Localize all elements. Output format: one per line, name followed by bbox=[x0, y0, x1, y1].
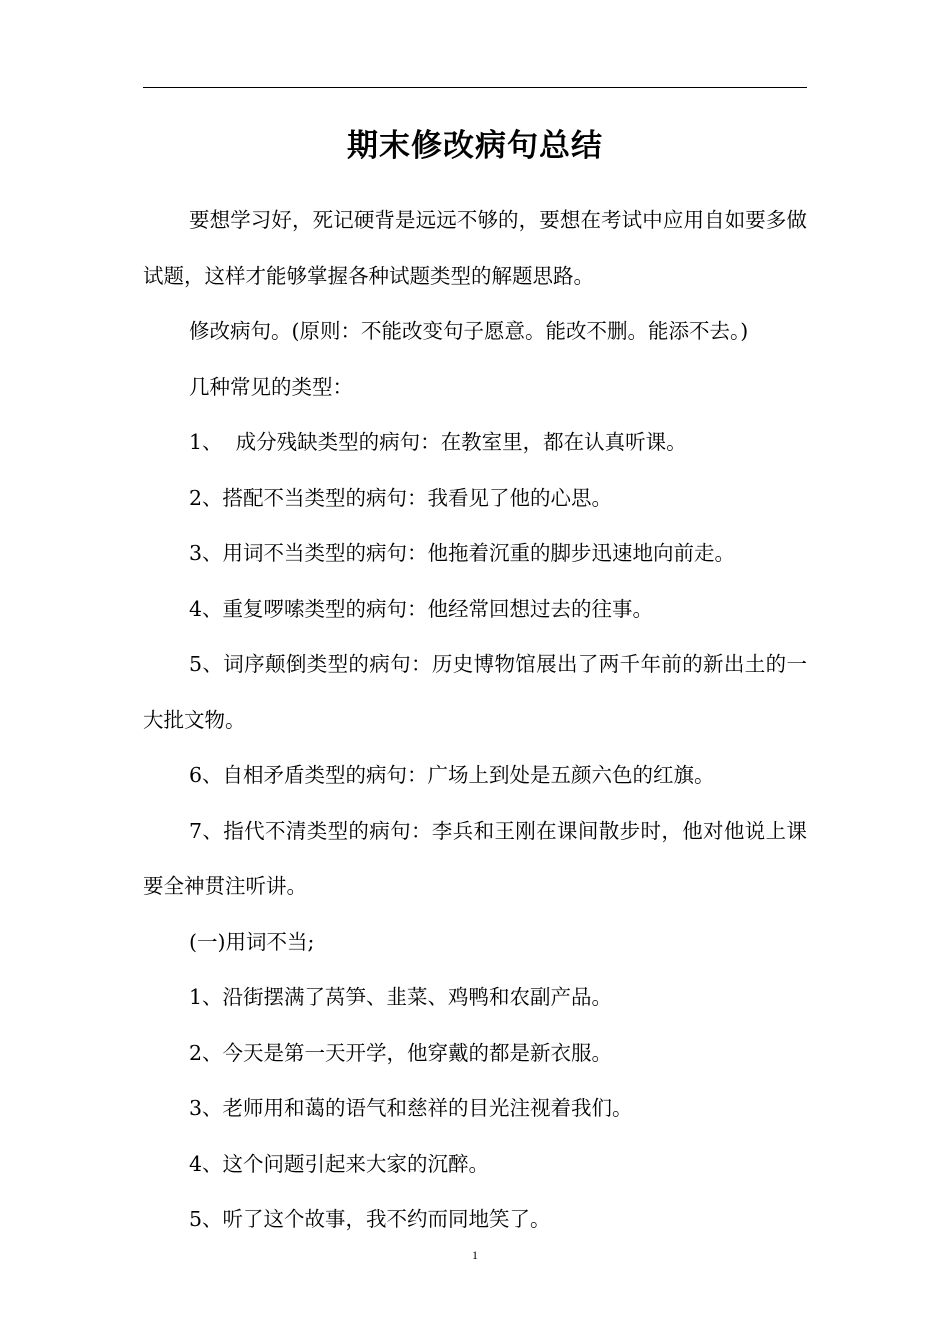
list-item-type-1: 1、 成分残缺类型的病句：在教室里，都在认真听课。 bbox=[189, 430, 687, 454]
paragraph-types-heading: 几种常见的类型： bbox=[189, 374, 353, 399]
section-heading-word-misuse: (一)用词不当; bbox=[189, 929, 315, 954]
list-item-type-7: 7、指代不清类型的病句：李兵和王刚在课间散步时，他对他说上课要全神贯注听讲。 bbox=[143, 818, 807, 898]
list-item-type-4: 4、重复啰嗦类型的病句：他经常回想过去的往事。 bbox=[189, 596, 654, 621]
list-item-example-4: 4、这个问题引起来大家的沉醉。 bbox=[189, 1151, 490, 1176]
document-title: 期末修改病句总结 bbox=[347, 128, 603, 164]
list-item-example-3: 3、老师用和蔼的语气和慈祥的目光注视着我们。 bbox=[189, 1096, 633, 1120]
document-body bbox=[143, 193, 807, 1248]
header-rule bbox=[143, 87, 807, 88]
list-item-example-1: 1、沿街摆满了莴笋、韭菜、鸡鸭和农副产品。 bbox=[189, 985, 613, 1009]
list-item-type-5: 5、词序颠倒类型的病句：历史博物馆展出了两千年前的新出土的一大批文物。 bbox=[143, 652, 807, 732]
list-item-type-3: 3、用词不当类型的病句：他拖着沉重的脚步迅速地向前走。 bbox=[189, 541, 736, 565]
list-item-type-6: 6、自相矛盾类型的病句：广场上到处是五颜六色的红旗。 bbox=[189, 763, 715, 787]
list-item-type-2: 2、搭配不当类型的病句：我看见了他的心思。 bbox=[189, 485, 613, 510]
list-item-example-2: 2、今天是第一天开学，他穿戴的都是新衣服。 bbox=[189, 1040, 613, 1065]
list-item-example-5: 5、听了这个故事，我不约而同地笑了。 bbox=[189, 1207, 551, 1231]
paragraph-intro: 要想学习好，死记硬背是远远不够的，要想在考试中应用自如要多做试题，这样才能够掌握各种试题类型的解题思路。 bbox=[143, 208, 807, 288]
paragraph-principle: 修改病句。(原则：不能改变句子愿意。能改不删。能添不去。) bbox=[189, 319, 749, 343]
page-number: 1 bbox=[472, 1248, 478, 1262]
